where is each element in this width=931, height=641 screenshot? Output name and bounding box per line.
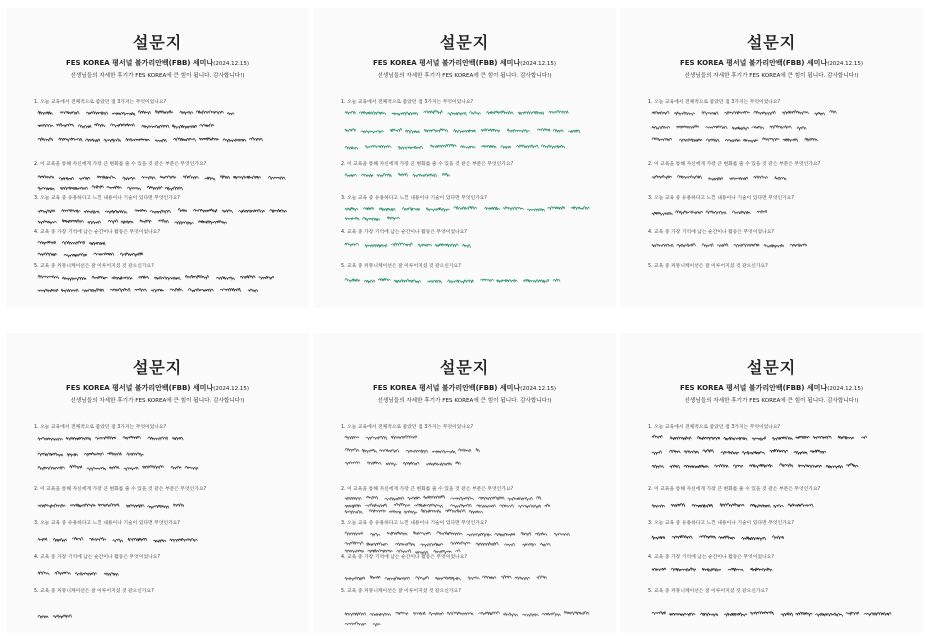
question-4: 4. 교육 중 가장 기억에 남는 순간이나 활동은 무엇이었나요? (34, 230, 160, 235)
seminar-subtitle (313, 58, 616, 68)
seminar-date: (2024.12.15) (827, 61, 864, 67)
ink-stroke (345, 217, 400, 221)
question-2: 2. 이 교육을 통해 자신에게 가장 큰 변화를 줄 수 있을 것 같은 부분은 무엇인가요? (34, 162, 207, 167)
ink-stroke (652, 125, 806, 130)
handwritten-answer (343, 126, 583, 136)
handwritten-answer (343, 204, 593, 214)
ink-stroke (38, 465, 198, 470)
handwritten-answer (650, 433, 870, 443)
seminar-name: FES KOREA 평서널 불가리안백(FBB) 세미나 (65, 59, 214, 67)
question-3: 3. 오늘 교육 중 유용하다고 느낀 내용이나 기술이 있다면 무엇인가요? (34, 521, 180, 526)
thanks-note: 선생님들의 자세한 후기가 FES KOREA에 큰 힘이 됩니다. 감사합니다!) (377, 398, 552, 404)
question-2: 2. 이 교육을 통해 자신에게 가장 큰 변화를 줄 수 있을 것 같은 부분은 무엇인가요? (34, 487, 207, 492)
seminar-name: FES KOREA 평서널 불가리안백(FBB) 세미나 (372, 384, 521, 392)
ink-stroke (38, 571, 118, 575)
thanks-note: 선생님들의 자세한 후기가 FES KOREA에 큰 힘이 됩니다. 감사합니다!) (70, 398, 245, 404)
question-2: 2. 이 교육을 통해 자신에게 가장 큰 변화를 줄 수 있을 것 같은 부분은 무엇인가요? (648, 162, 821, 167)
question-1: 1. 오늘 교육에서 전체적으로 좋았던 점 3가지는 무엇이었나요? (34, 425, 167, 430)
ink-stroke (345, 448, 479, 453)
ink-stroke (652, 435, 867, 440)
ink-stroke (345, 206, 589, 211)
ink-stroke (652, 110, 836, 115)
handwritten-answer (36, 285, 266, 295)
seminar-name: FES KOREA 평서널 불가리안백(FBB) 세미나 (372, 59, 521, 67)
handwritten-answer (343, 240, 473, 250)
seminar-subtitle (620, 383, 923, 393)
ink-stroke (345, 173, 450, 177)
ink-stroke (345, 550, 460, 554)
handwritten-answer (650, 173, 790, 183)
ink-stroke (652, 210, 767, 215)
handwritten-answer (343, 609, 593, 619)
handwritten-answer (343, 214, 403, 224)
question-5: 5. 교육 중 커뮤니케이션은 잘 이루어지셨 것 같으신가요? (34, 589, 154, 594)
ink-stroke (652, 175, 786, 180)
survey-title: 설문지 (439, 33, 490, 52)
handwritten-answer (36, 121, 216, 131)
survey-title: 설문지 (746, 33, 797, 52)
question-3: 3. 오늘 교육 중 유용하다고 느낀 내용이나 기술이 있다면 무엇인가요? (341, 196, 487, 201)
question-4: 4. 교육 중 가장 기억에 남는 순간이나 활동은 무엇이었나요? (648, 555, 774, 560)
ink-stroke (345, 110, 568, 115)
ink-stroke (345, 495, 541, 500)
seminar-date: (2024.12.15) (827, 386, 864, 392)
seminar-subtitle (620, 58, 923, 68)
ink-stroke (38, 504, 184, 509)
handwritten-answer (343, 142, 573, 152)
question-2: 2. 이 교육을 통해 자신에게 가장 큰 변화를 줄 수 있을 것 같은 부분은 무엇인가요? (341, 162, 514, 167)
ink-stroke (38, 288, 258, 292)
handwritten-answer (36, 183, 186, 193)
question-3: 3. 오늘 교육 중 유용하다고 느낀 내용이나 기술이 있다면 무엇인가요? (341, 521, 487, 526)
handwritten-answer (36, 611, 76, 621)
handwritten-answer (36, 535, 206, 545)
ink-stroke (38, 537, 197, 542)
survey-title: 설문지 (132, 358, 183, 377)
question-1: 1. 오늘 교육에서 전체적으로 좋았던 점 3가지는 무엇이었나요? (341, 100, 474, 105)
thanks-note: 선생님들의 자세한 후기가 FES KOREA에 큰 힘이 됩니다. 감사합니다!) (684, 73, 859, 79)
thanks-note: 선생님들의 자세한 후기가 FES KOREA에 큰 힘이 됩니다. 감사합니다!) (70, 73, 245, 79)
ink-stroke (652, 503, 813, 508)
survey-sheet (313, 8, 616, 308)
handwritten-answer (36, 433, 186, 443)
question-3: 3. 오늘 교육 중 유용하다고 느낀 내용이나 기술이 있다면 무엇인가요? (648, 196, 794, 201)
question-4: 4. 교육 중 가장 기억에 남는 순간이나 활동은 무엇이었나요? (34, 555, 160, 560)
ink-stroke (38, 123, 214, 128)
question-5: 5. 교육 중 커뮤니케이션은 잘 이루어지셨 것 같으신가요? (648, 589, 768, 594)
question-4: 4. 교육 중 가장 기억에 남는 순간이나 활동은 무엇이었나요? (341, 555, 467, 560)
question-2: 2. 이 교육을 통해 자신에게 가장 큰 변화를 줄 수 있을 것 같은 부분은 무엇인가요? (648, 487, 821, 492)
ink-stroke (38, 436, 183, 440)
survey-sheet (313, 333, 616, 633)
handwritten-answer (343, 170, 453, 180)
question-1: 1. 오늘 교육에서 전체적으로 좋았던 점 3가지는 무엇이었나요? (341, 425, 474, 430)
survey-sheet (6, 333, 309, 633)
handwritten-answer (36, 217, 236, 227)
handwritten-answer (36, 250, 146, 260)
ink-stroke (38, 241, 105, 245)
handwritten-answer (343, 507, 493, 517)
seminar-subtitle (313, 383, 616, 393)
ink-stroke (345, 531, 569, 536)
seminar-subtitle (6, 58, 309, 68)
seminar-name: FES KOREA 평서널 불가리안백(FBB) 세미나 (679, 384, 828, 392)
handwritten-answer (36, 273, 276, 283)
handwritten-answer (36, 108, 236, 118)
handwritten-answer (650, 609, 900, 619)
handwritten-answer (36, 449, 156, 459)
handwritten-answer (343, 547, 463, 557)
handwritten-answer (343, 276, 563, 286)
ink-stroke (38, 138, 262, 143)
seminar-date: (2024.12.15) (520, 61, 557, 67)
handwritten-answer (36, 173, 296, 183)
ink-stroke (38, 275, 274, 280)
ink-stroke (652, 611, 891, 616)
seminar-name: FES KOREA 평서널 불가리안백(FBB) 세미나 (679, 59, 828, 67)
handwritten-answer (650, 108, 840, 118)
survey-title: 설문지 (439, 358, 490, 377)
survey-sheet (620, 333, 923, 633)
question-3: 3. 오늘 교육 중 유용하다고 느낀 내용이나 기술이 있다면 무엇인가요? (34, 196, 180, 201)
ink-stroke (652, 244, 807, 248)
question-4: 4. 교육 중 가장 기억에 남는 순간이나 활동은 무엇이었나요? (341, 230, 467, 235)
handwritten-answer (343, 459, 463, 469)
ink-stroke (345, 575, 547, 580)
handwritten-answer (343, 573, 553, 583)
handwritten-answer (650, 123, 810, 133)
handwritten-answer (343, 446, 483, 456)
ink-stroke (345, 542, 550, 547)
handwritten-answer (36, 238, 116, 248)
ink-stroke (345, 509, 483, 514)
ink-stroke (345, 243, 470, 248)
ink-stroke (345, 278, 560, 283)
ink-stroke (345, 462, 461, 466)
ink-stroke (38, 219, 227, 224)
ink-stroke (38, 110, 234, 115)
ink-stroke (38, 176, 285, 181)
handwritten-answer (343, 433, 423, 443)
ink-stroke (652, 138, 817, 143)
handwritten-answer (650, 447, 830, 457)
survey-sheet (6, 8, 309, 308)
handwritten-answer (36, 463, 206, 473)
handwritten-answer (650, 135, 820, 145)
ink-stroke (345, 622, 380, 626)
seminar-name: FES KOREA 평서널 불가리안백(FBB) 세미나 (65, 384, 214, 392)
question-5: 5. 교육 중 커뮤니케이션은 잘 이루어지셨 것 같으신가요? (341, 589, 461, 594)
question-1: 1. 오늘 교육에서 전체적으로 좋았던 점 3가지는 무엇이었나요? (648, 425, 781, 430)
question-1: 1. 오늘 교육에서 전체적으로 좋았던 점 3가지는 무엇이었나요? (34, 100, 167, 105)
ink-stroke (345, 611, 589, 616)
ink-stroke (652, 535, 784, 540)
handwritten-answer (650, 208, 770, 218)
seminar-date: (2024.12.15) (213, 61, 250, 67)
question-4: 4. 교육 중 가장 기억에 남는 순간이나 활동은 무엇이었나요? (648, 230, 774, 235)
ink-stroke (345, 436, 417, 440)
handwritten-answer (36, 569, 126, 579)
seminar-date: (2024.12.15) (213, 386, 250, 392)
ink-stroke (652, 449, 826, 454)
handwritten-answer (650, 565, 780, 575)
handwritten-answer (343, 619, 383, 629)
survey-title: 설문지 (746, 358, 797, 377)
question-5: 5. 교육 중 커뮤니케이션은 잘 이루어지셨 것 같으신가요? (341, 264, 461, 269)
ink-stroke (38, 208, 287, 213)
seminar-date: (2024.12.15) (520, 386, 557, 392)
handwritten-answer (36, 501, 186, 511)
ink-stroke (345, 128, 580, 133)
handwritten-answer (343, 108, 573, 118)
handwritten-answer (650, 461, 860, 471)
handwritten-answer (650, 240, 810, 250)
ink-stroke (38, 253, 143, 257)
handwritten-answer (343, 529, 573, 539)
ink-stroke (652, 568, 772, 572)
question-5: 5. 교육 중 커뮤니케이션은 잘 이루어지셨 것 같으신가요? (648, 264, 768, 269)
question-2: 2. 이 교육을 통해 자신에게 가장 큰 변화를 줄 수 있을 것 같은 부분은 무엇인가요? (341, 487, 514, 492)
survey-sheet (620, 8, 923, 308)
handwritten-answer (36, 206, 296, 216)
seminar-subtitle (6, 383, 309, 393)
question-5: 5. 교육 중 커뮤니케이션은 잘 이루어지셨 것 같으신가요? (34, 264, 154, 269)
thanks-note: 선생님들의 자세한 후기가 FES KOREA에 큰 힘이 됩니다. 감사합니다!) (377, 73, 552, 79)
handwritten-answer (36, 135, 266, 145)
survey-title: 설문지 (132, 33, 183, 52)
ink-stroke (38, 615, 72, 618)
question-3: 3. 오늘 교육 중 유용하다고 느낀 내용이나 기술이 있다면 무엇인가요? (648, 521, 794, 526)
ink-stroke (38, 185, 183, 190)
ink-stroke (652, 463, 858, 468)
ink-stroke (345, 144, 565, 149)
ink-stroke (38, 452, 143, 456)
thanks-note: 선생님들의 자세한 후기가 FES KOREA에 큰 힘이 됩니다. 감사합니다!) (684, 398, 859, 404)
handwritten-answer (650, 501, 820, 511)
handwritten-answer (650, 533, 790, 543)
question-1: 1. 오늘 교육에서 전체적으로 좋았던 점 3가지는 무엇이었나요? (648, 100, 781, 105)
